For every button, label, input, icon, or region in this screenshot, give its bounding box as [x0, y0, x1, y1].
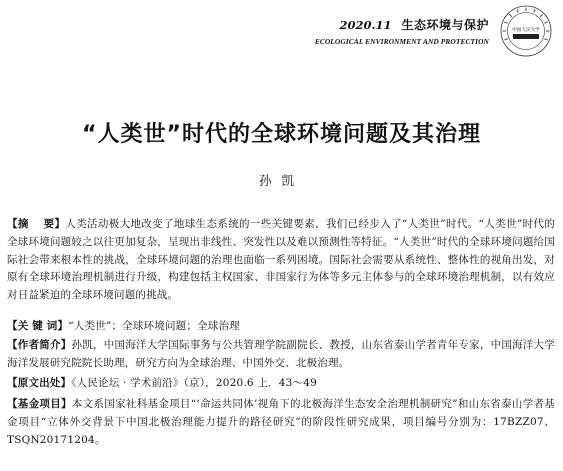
fund-label: 【基金项目】 — [7, 398, 72, 410]
issue-number: 2020.11 — [339, 18, 392, 32]
fund-section — [7, 396, 555, 449]
author-info-section — [7, 337, 555, 373]
issue-line — [339, 16, 489, 33]
source-text: 《人民论坛 · 学术前沿》（京），2020.6 上．43～49 — [71, 377, 317, 389]
fund-text: 本文系国家社科基金项目“‘命运共同体’视角下的北极海洋生态安全治理机制研究”和山东省泰山学者基金项目“立体外交背景下中国北极治理能力提升的路径研究”的阶段性研究成果，项目编号分别为：17BZZ07、TSQN20171204。 — [7, 398, 556, 446]
journal-title-cn: 生态环境与保护 — [401, 18, 489, 32]
keywords-label: 【关 键 词】 — [7, 320, 69, 332]
journal-header — [0, 0, 563, 58]
abstract-section — [7, 216, 555, 305]
article-title: “人类世”时代的全球环境问题及其治理 — [82, 122, 481, 147]
article-author: 孙凯 — [258, 173, 304, 188]
author-info-label: 【作者简介】 — [7, 339, 72, 351]
university-seal-icon — [499, 4, 553, 58]
source-section — [7, 375, 555, 393]
keywords-text: “人类世”；全球环境问题；全球治理 — [68, 320, 240, 332]
author-info-text: 孙凯，中国海洋大学国际事务与公共管理学院副院长、教授，山东省泰山学者青年专家，中国海洋大学海洋发展研究院院长助理，研究方向为全球治理、中国外交、北极治理。 — [7, 339, 556, 369]
journal-title-en: ECOLOGICAL ENVIRONMENT AND PROTECTION — [314, 37, 489, 46]
svg-text:中国人民大学: 中国人民大学 — [512, 28, 540, 33]
source-label: 【原文出处】 — [7, 377, 72, 389]
abstract-text: 人类活动极大地改变了地球生态系统的一些关键要素，我们已经步入了“人类世”时代。“人类世”时代的全球环境问题较之以往更加复杂，呈现出非线性、突发性以及难以预测性等特征。“人类世”时代的全球环境问题给国际社会带来根本性的挑战，全球环境问题的治理也面临一系列困境。国际社会需要从系统性、整体性的视角出发，对原有全球环境治理机制进行升级，构建包括主权国家、非国家行为体等多元主体参与的全球环境治理机制，以有效应对日益紧迫的全球环境问题的挑战。 — [7, 218, 555, 302]
abstract-label: 【摘 要】 — [7, 218, 66, 230]
keywords-section — [7, 318, 555, 336]
